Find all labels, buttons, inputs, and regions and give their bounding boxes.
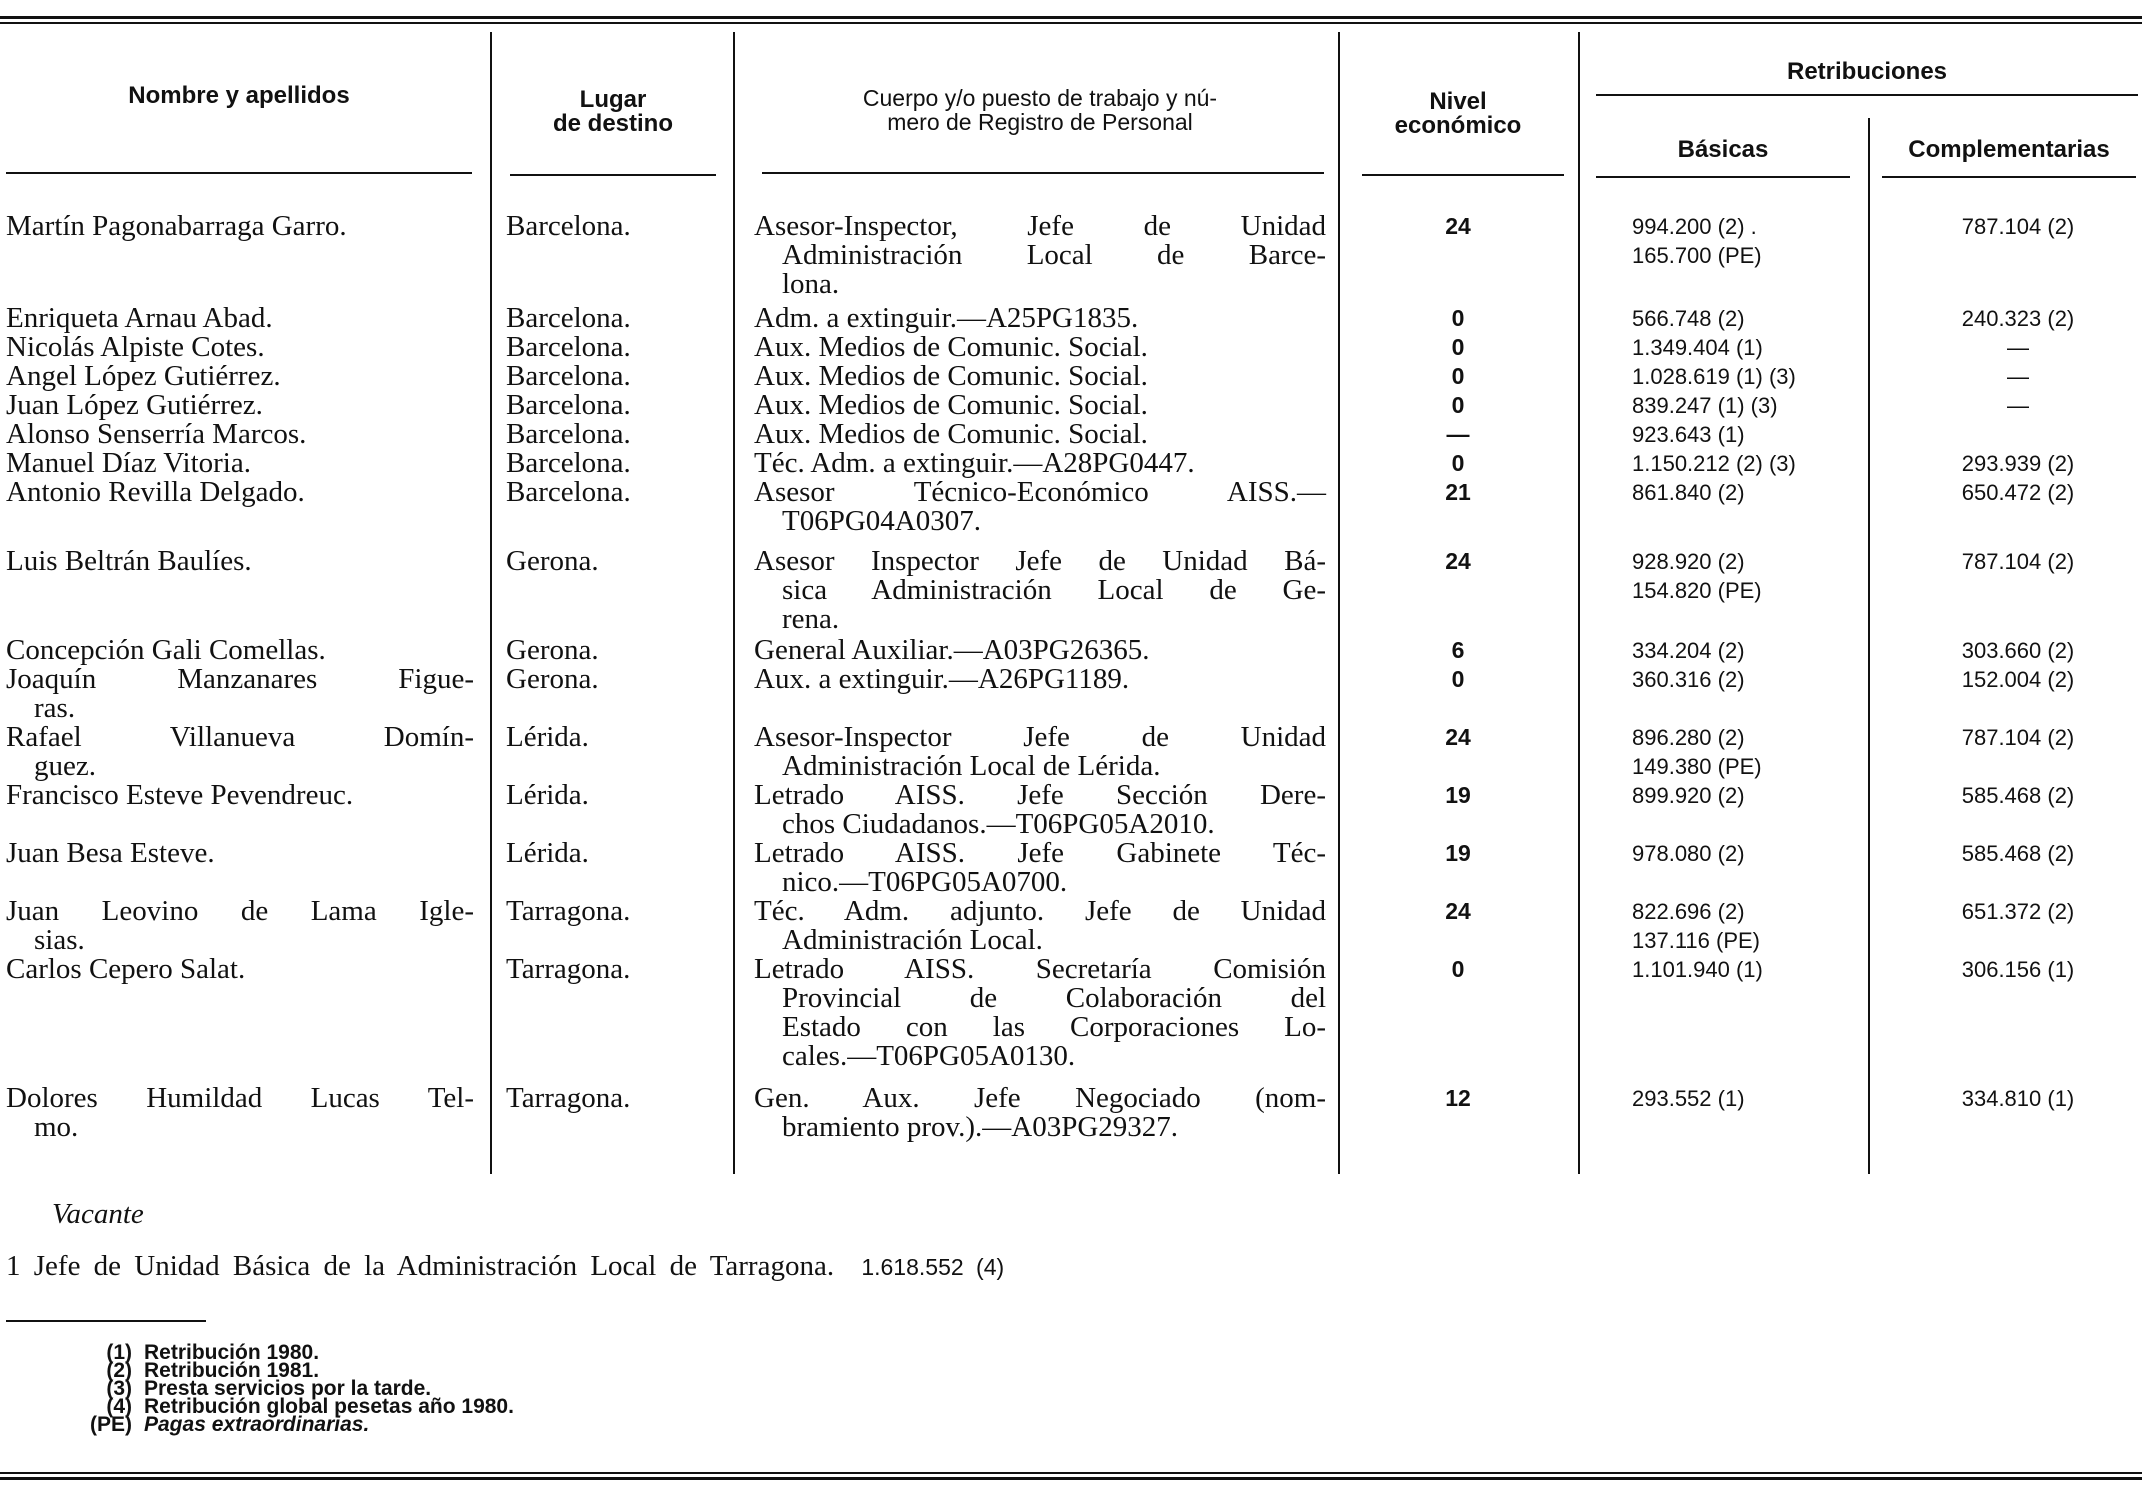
cell-lugar: Gerona.	[506, 545, 599, 577]
header-nivel-line: económico	[1394, 112, 1522, 139]
basicas-line: 896.280 (2)	[1632, 725, 1745, 750]
nombre-line: Alonso Senserría Marcos.	[6, 418, 307, 450]
nombre-line: guez.	[34, 750, 96, 782]
cuerpo-line: nico.—T06PG05A0700.	[782, 866, 1068, 898]
cell-basicas	[1632, 665, 1872, 694]
cell-complementarias: —	[2007, 364, 2029, 389]
footnote-text: Retribución global pesetas año 1980.	[144, 1395, 514, 1418]
cell-lugar: Lérida.	[506, 721, 589, 753]
cell-cuerpo	[754, 547, 1326, 634]
nombre-line: Juan Leovino de Lama Igle-	[6, 895, 474, 927]
basicas-line: 1.101.940 (1)	[1632, 957, 1763, 982]
nombre-line: Juan Besa Esteve.	[6, 837, 215, 869]
cell-cuerpo	[754, 478, 1326, 536]
cell-lugar: Barcelona.	[506, 476, 631, 508]
cell-cuerpo	[754, 636, 1326, 665]
basicas-line: 154.820 (PE)	[1632, 578, 1762, 603]
cell-nivel: 24	[1445, 213, 1471, 239]
cell-nombre	[6, 362, 474, 391]
cuerpo-line: Asesor-Inspector Jefe de Unidad	[754, 721, 1326, 753]
cell-lugar: Barcelona.	[506, 418, 631, 450]
cell-nivel: 24	[1445, 898, 1471, 924]
cell-nombre	[6, 333, 474, 362]
header-lugar	[500, 88, 726, 136]
basicas-line: 822.696 (2)	[1632, 899, 1745, 924]
cell-lugar: Barcelona.	[506, 447, 631, 479]
cell-basicas	[1632, 391, 1872, 420]
cell-basicas	[1632, 420, 1872, 449]
footnote-mark: (4)	[106, 1395, 132, 1418]
cell-nombre	[6, 391, 474, 420]
header-complementarias: Complementarias	[1908, 136, 2110, 163]
cuerpo-line: chos Ciudadanos.—T06PG05A2010.	[782, 808, 1215, 840]
cell-nombre	[6, 897, 474, 955]
cell-complementarias: 152.004 (2)	[1961, 667, 2075, 692]
cell-basicas	[1632, 212, 1872, 270]
cell-cuerpo	[754, 333, 1326, 362]
cell-lugar: Lérida.	[506, 779, 589, 811]
footnote-text: Retribución 1980.	[144, 1341, 320, 1364]
basicas-line: 978.080 (2)	[1632, 841, 1745, 866]
nombre-line: ras.	[34, 692, 76, 724]
footnote-mark: (3)	[106, 1377, 132, 1400]
cell-cuerpo	[754, 304, 1326, 333]
cell-complementarias: 787.104 (2)	[1961, 214, 2075, 239]
cell-nombre	[6, 478, 474, 507]
nombre-line: Rafael Villanueva Domín-	[6, 721, 474, 753]
cell-nombre	[6, 955, 474, 984]
cuerpo-line: Letrado AISS. Jefe Gabinete Téc-	[754, 837, 1326, 869]
cell-cuerpo	[754, 449, 1326, 478]
basicas-line: 1.150.212 (2) (3)	[1632, 451, 1796, 476]
header-nombre: Nombre y apellidos	[128, 82, 350, 109]
cuerpo-line: rena.	[782, 603, 840, 635]
cell-lugar: Barcelona.	[506, 331, 631, 363]
cell-cuerpo	[754, 665, 1326, 694]
cuerpo-line: Asesor-Inspector, Jefe de Unidad	[754, 210, 1326, 242]
cell-nivel: 19	[1445, 782, 1471, 808]
cuerpo-line: Administración Local de Lérida.	[782, 750, 1161, 782]
cell-nombre	[6, 547, 474, 576]
cell-cuerpo	[754, 420, 1326, 449]
basicas-line: 165.700 (PE)	[1632, 243, 1762, 268]
nombre-line: mo.	[34, 1111, 79, 1143]
cuerpo-line: Administración Local de Barce-	[782, 239, 1326, 271]
cell-complementarias: —	[2007, 335, 2029, 360]
cell-complementarias: 303.660 (2)	[1961, 638, 2075, 663]
cuerpo-line: General Auxiliar.—A03PG26365.	[754, 634, 1150, 666]
nombre-line: Francisco Esteve Pevendreuc.	[6, 779, 354, 811]
header-cuerpo-line: Cuerpo y/o puesto de trabajo y nú-	[862, 85, 1218, 111]
cell-nivel: 24	[1445, 548, 1471, 574]
cell-nivel: 0	[1451, 363, 1465, 389]
cell-nivel: 0	[1451, 305, 1465, 331]
cell-basicas	[1632, 839, 1872, 868]
cuerpo-line: Asesor Inspector Jefe de Unidad Bá-	[754, 545, 1326, 577]
cell-basicas	[1632, 449, 1872, 478]
cell-lugar: Tarragona.	[506, 953, 631, 985]
bottom-rule	[0, 1477, 2142, 1480]
column-divider	[1338, 32, 1340, 1174]
cell-nombre	[6, 304, 474, 333]
cell-complementarias: 650.472 (2)	[1961, 480, 2075, 505]
basicas-line: 566.748 (2)	[1632, 306, 1745, 331]
cell-nivel: 12	[1445, 1085, 1471, 1111]
cuerpo-line: Aux. Medios de Comunic. Social.	[754, 331, 1148, 363]
cell-complementarias: 293.939 (2)	[1961, 451, 2075, 476]
header-cuerpo	[750, 86, 1330, 134]
nombre-line: Martín Pagonabarraga Garro.	[6, 210, 347, 242]
footnote-mark: (PE)	[90, 1413, 132, 1436]
cell-complementarias: 585.468 (2)	[1961, 841, 2075, 866]
cuerpo-line: Gen. Aux. Jefe Negociado (nom-	[754, 1082, 1326, 1114]
footnote-text: Presta servicios por la tarde.	[144, 1377, 432, 1400]
header-cuerpo-line: mero de Registro de Personal	[887, 109, 1193, 135]
nombre-line: Nicolás Alpiste Cotes.	[6, 331, 265, 363]
cell-nivel: 0	[1451, 956, 1465, 982]
cell-nivel: 6	[1451, 637, 1465, 663]
cell-complementarias: 306.156 (1)	[1961, 957, 2075, 982]
basicas-line: 334.204 (2)	[1632, 638, 1745, 663]
cell-basicas	[1632, 781, 1872, 810]
nombre-line: Concepción Gali Comellas.	[6, 634, 326, 666]
cuerpo-line: Téc. Adm. adjunto. Jefe de Unidad	[754, 895, 1326, 927]
cell-cuerpo	[754, 839, 1326, 897]
cuerpo-line: Letrado AISS. Jefe Sección Dere-	[754, 779, 1326, 811]
cell-basicas	[1632, 333, 1872, 362]
cell-lugar: Lérida.	[506, 837, 589, 869]
cell-nivel: 24	[1445, 724, 1471, 750]
footnote	[40, 1413, 370, 1436]
cell-lugar: Tarragona.	[506, 1082, 631, 1114]
cell-basicas	[1632, 897, 1872, 955]
cuerpo-line: Aux. Medios de Comunic. Social.	[754, 418, 1148, 450]
basicas-line: 839.247 (1) (3)	[1632, 393, 1778, 418]
cuerpo-line: Aux. a extinguir.—A26PG1189.	[754, 663, 1130, 695]
header-underline	[762, 172, 1324, 174]
nombre-line: Manuel Díaz Vitoria.	[6, 447, 251, 479]
cell-nombre	[6, 839, 474, 868]
header-underline	[510, 174, 716, 176]
cuerpo-line: sica Administración Local de Ge-	[782, 574, 1326, 606]
header-underline	[6, 172, 472, 174]
cell-basicas	[1632, 304, 1872, 333]
basicas-line: 149.380 (PE)	[1632, 754, 1762, 779]
cell-nivel: —	[1446, 421, 1470, 447]
cell-basicas	[1632, 362, 1872, 391]
nombre-line: Juan López Gutiérrez.	[6, 389, 263, 421]
column-divider	[490, 32, 492, 1174]
top-rule	[0, 16, 2142, 19]
cell-complementarias: 240.323 (2)	[1961, 306, 2075, 331]
cell-basicas	[1632, 547, 1872, 605]
header-lugar-line: de destino	[552, 110, 673, 137]
top-rule-thin	[0, 22, 2142, 24]
cell-complementarias: 787.104 (2)	[1961, 725, 2075, 750]
footnote-separator	[6, 1320, 206, 1322]
basicas-line: 1.028.619 (1) (3)	[1632, 364, 1796, 389]
nombre-line: Luis Beltrán Baulíes.	[6, 545, 252, 577]
cuerpo-line: Téc. Adm. a extinguir.—A28PG0447.	[754, 447, 1195, 479]
cell-complementarias: 651.372 (2)	[1961, 899, 2075, 924]
cell-nivel: 19	[1445, 840, 1471, 866]
basicas-line: 1.349.404 (1)	[1632, 335, 1763, 360]
footnote-mark: (2)	[106, 1359, 132, 1382]
cell-lugar: Tarragona.	[506, 895, 631, 927]
cell-complementarias: —	[2007, 393, 2029, 418]
cell-lugar: Gerona.	[506, 634, 599, 666]
header-nivel-line: Nivel	[1429, 88, 1487, 115]
cell-basicas	[1632, 723, 1872, 781]
basicas-line: 899.920 (2)	[1632, 783, 1745, 808]
cell-lugar: Gerona.	[506, 663, 599, 695]
cell-cuerpo	[754, 723, 1326, 781]
column-divider	[1578, 32, 1580, 1174]
cell-lugar: Barcelona.	[506, 389, 631, 421]
cell-lugar: Barcelona.	[506, 210, 631, 242]
nombre-line: sias.	[34, 924, 85, 956]
cell-nombre	[6, 212, 474, 241]
cuerpo-line: Aux. Medios de Comunic. Social.	[754, 360, 1148, 392]
vacante-line	[6, 1252, 1004, 1282]
cell-basicas	[1632, 636, 1872, 665]
cell-cuerpo	[754, 897, 1326, 955]
cell-basicas	[1632, 478, 1872, 507]
column-divider	[733, 32, 735, 1174]
cuerpo-line: Estado con las Corporaciones Lo-	[782, 1011, 1326, 1043]
cell-cuerpo	[754, 781, 1326, 839]
nombre-line: Angel López Gutiérrez.	[6, 360, 281, 392]
header-nivel	[1350, 90, 1566, 138]
basicas-line: 923.643 (1)	[1632, 422, 1745, 447]
cell-complementarias: 334.810 (1)	[1961, 1086, 2075, 1111]
cell-nivel: 0	[1451, 334, 1465, 360]
cell-complementarias: 585.468 (2)	[1961, 783, 2075, 808]
nombre-line: Joaquín Manzanares Figue-	[6, 663, 474, 695]
nombre-line: Antonio Revilla Delgado.	[6, 476, 305, 508]
cell-nombre	[6, 1084, 474, 1142]
cell-nombre	[6, 781, 474, 810]
cell-nombre	[6, 636, 474, 665]
vacante-text: 1 Jefe de Unidad Básica de la Administración Local de Tarragona.	[6, 1250, 835, 1282]
basicas-line: 928.920 (2)	[1632, 549, 1745, 574]
cell-nivel: 21	[1445, 479, 1471, 505]
cell-nivel: 0	[1451, 666, 1465, 692]
header-underline	[1596, 176, 1850, 178]
bottom-rule-thin	[0, 1472, 2142, 1474]
cell-nivel: 0	[1451, 392, 1465, 418]
basicas-line: 137.116 (PE)	[1632, 928, 1761, 953]
vacante-amount: 1.618.552 (4)	[861, 1254, 1005, 1280]
cell-complementarias: 787.104 (2)	[1961, 549, 2075, 574]
cell-cuerpo	[754, 391, 1326, 420]
cuerpo-line: bramiento prov.).—A03PG29327.	[782, 1111, 1179, 1143]
cuerpo-line: Administración Local.	[782, 924, 1043, 956]
vacante-heading: Vacante	[52, 1198, 144, 1230]
footnote-mark: (1)	[106, 1341, 132, 1364]
nombre-line: Dolores Humildad Lucas Tel-	[6, 1082, 474, 1114]
header-lugar-line: Lugar	[579, 86, 647, 113]
cuerpo-line: lona.	[782, 268, 840, 300]
nombre-line: Carlos Cepero Salat.	[6, 953, 246, 985]
cell-cuerpo	[754, 362, 1326, 391]
cell-nivel: 0	[1451, 450, 1465, 476]
footnote-text: Pagas extraordinarias.	[144, 1413, 370, 1436]
cuerpo-line: cales.—T06PG05A0130.	[782, 1040, 1076, 1072]
header-basicas: Básicas	[1677, 136, 1769, 163]
cell-cuerpo	[754, 212, 1326, 299]
cell-cuerpo	[754, 1084, 1326, 1142]
cell-basicas	[1632, 1084, 1872, 1113]
cell-lugar: Barcelona.	[506, 360, 631, 392]
cell-lugar: Barcelona.	[506, 302, 631, 334]
cuerpo-line: Letrado AISS. Secretaría Comisión	[754, 953, 1326, 985]
cell-nombre	[6, 449, 474, 478]
basicas-line: 360.316 (2)	[1632, 667, 1745, 692]
nombre-line: Enriqueta Arnau Abad.	[6, 302, 273, 334]
cuerpo-line: Provincial de Colaboración del	[782, 982, 1326, 1014]
retribuciones-underline	[1596, 94, 2138, 96]
basicas-line: 861.840 (2)	[1632, 480, 1745, 505]
cell-basicas	[1632, 955, 1872, 984]
cell-nombre	[6, 420, 474, 449]
basicas-line: 994.200 (2) .	[1632, 214, 1757, 239]
cell-nombre	[6, 723, 474, 781]
header-retribuciones: Retribuciones	[1786, 58, 1948, 85]
header-underline	[1882, 176, 2136, 178]
cuerpo-line: T06PG04A0307.	[782, 505, 981, 537]
cuerpo-line: Adm. a extinguir.—A25PG1835.	[754, 302, 1139, 334]
header-underline	[1362, 174, 1564, 176]
cuerpo-line: Asesor Técnico-Económico AISS.—	[754, 476, 1326, 508]
basicas-line: 293.552 (1)	[1632, 1086, 1745, 1111]
cell-nombre	[6, 665, 474, 723]
cell-cuerpo	[754, 955, 1326, 1071]
footnote-text: Retribución 1981.	[144, 1359, 320, 1382]
cuerpo-line: Aux. Medios de Comunic. Social.	[754, 389, 1148, 421]
